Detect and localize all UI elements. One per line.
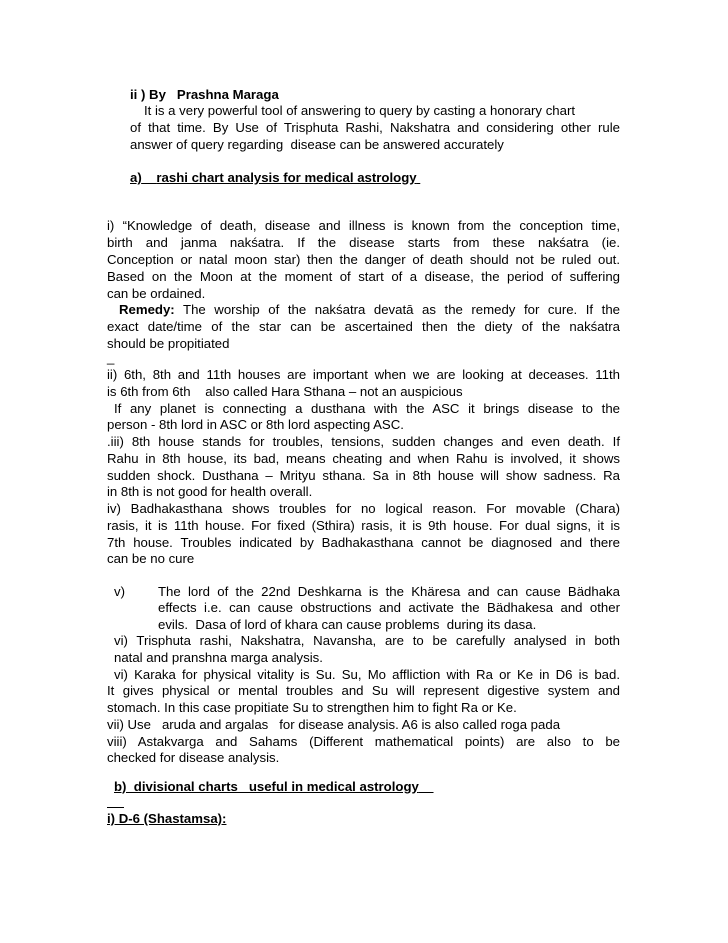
- item5-marker: v): [114, 584, 125, 599]
- item2-line-3-text: If any planet is connecting a dusthana with the ASC it brings disease to the: [114, 401, 620, 416]
- para1-line-3: answer of query regarding disease can be answered accurately: [130, 137, 504, 152]
- para1-line-2-text: of that time. By Use of Trisphuta Rashi, Nakshatra and considering other rule: [130, 120, 620, 135]
- item4-line-2-text: rasis, it is 11th house. For fixed (Sthira) rasis, it is 9th house. For dual signs, it is: [107, 518, 620, 533]
- item1-line-3-text: Conception or natal moon star) then the danger of death should not be ruled out.: [107, 252, 620, 267]
- heading-prashna-maraga: ii ) By Prashna Maraga: [130, 87, 279, 102]
- item1-line-2: [107, 234, 620, 251]
- item2-line-1-text: ii) 6th, 8th and 11th houses are important when we are looking at deceases. 11th: [107, 367, 620, 382]
- para1-line-2: [130, 119, 620, 136]
- item5-line-3: evils. Dasa of lord of khara can cause problems during its dasa.: [158, 617, 537, 632]
- item1-line-5: can be ordained.: [107, 286, 206, 301]
- item2-line-3: [114, 400, 620, 417]
- section-b-title: b) divisional charts useful in medical astrology: [114, 779, 419, 794]
- remedy-line-2-text: exact date/time of the star can be ascertained then the diety of the nakśatra: [107, 319, 620, 334]
- section-a-marker: a): [130, 170, 142, 185]
- item7-line-1-text: vi) Karaka for physical vitality is Su. Su, Mo affliction with Ra or Ke in D6 is bad.: [114, 667, 620, 682]
- item7-line-2: [107, 682, 620, 699]
- item1-line-4: [107, 268, 620, 285]
- item9-line-1: [107, 733, 620, 750]
- item3-line-4: in 8th is not good for health overall.: [107, 484, 313, 499]
- remedy-label: Remedy:: [119, 302, 175, 317]
- item5-line-2: [158, 599, 620, 616]
- item4-line-3-text: 7th house. Troubles indicated by Badhakasthana cannot be diagnosed and there: [107, 535, 620, 550]
- item2-line-2: is 6th from 6th also called Hara Sthana – not an auspicious: [107, 384, 463, 399]
- item1-line-3: [107, 251, 620, 268]
- remedy-line-1: [119, 301, 620, 318]
- item4-line-1-text: iv) Badhakasthana shows troubles for no logical reason. For movable (Chara): [107, 501, 620, 516]
- item6-line-1-text: vi) Trisphuta rashi, Nakshatra, Navansha, are to be carefully analysed in both: [114, 633, 620, 648]
- item8-line: vii) Use aruda and argalas for disease analysis. A6 is also called roga pada: [107, 717, 561, 732]
- item4-line-2: [107, 517, 620, 534]
- item5-line-1-text: The lord of the 22nd Deshkarna is the Khäresa and can cause Bädhaka: [158, 584, 620, 599]
- item7-line-3: stomach. In this case propitiate Su to strengthen him to fight Ra or Ke.: [107, 700, 517, 715]
- item4-line-1: [107, 500, 620, 517]
- item3-line-3-text: sudden shock. Dusthana – Mrityu sthana. Sa in 8th house will show sadness. Ra: [107, 468, 620, 483]
- item5-line-1: [158, 583, 620, 600]
- item3-line-3: [107, 467, 620, 484]
- item9-line-2: checked for disease analysis.: [107, 750, 280, 765]
- para1-line-1: It is a very powerful tool of answering to query by casting a honorary chart: [144, 103, 576, 118]
- section-a-title: rashi chart analysis for medical astrology: [156, 170, 417, 185]
- item6-line-2: natal and pranshna marga analysis.: [114, 650, 323, 665]
- remedy-line-2: [107, 318, 620, 335]
- stray-mark: _: [107, 350, 115, 365]
- item3-line-2-text: Rahu in 8th house, its bad, means cheating and when Rahu is involved, it shows: [107, 451, 620, 466]
- remedy-text: The worship of the nakśatra devatā as the remedy for cure. If the: [183, 302, 620, 317]
- section-b-rule: [107, 807, 124, 808]
- item5-line-2-text: effects i.e. can cause obstructions and activate the Bädhakesa and other: [158, 600, 620, 615]
- remedy-line-3: should be propitiated: [107, 336, 230, 351]
- item6-line-1: [114, 632, 620, 649]
- item2-line-1: [107, 366, 620, 383]
- item1-line-1: [107, 217, 620, 234]
- item4-line-4: can be no cure: [107, 551, 195, 566]
- remedy-line-1-wrap: [119, 301, 620, 318]
- subsection-d6-heading: i) D-6 (Shastamsa):: [107, 811, 227, 826]
- item1-line-4-text: Based on the Moon at the moment of start of a disease, the period of suffering: [107, 269, 620, 284]
- section-b-heading: [114, 778, 434, 795]
- item1-line-1-text: i) “Knowledge of death, disease and illness is known from the conception time,: [107, 218, 620, 233]
- item7-line-1: [114, 666, 620, 683]
- item3-line-1: [107, 433, 620, 450]
- item1-line-2-text: birth and janma nakśatra. If the disease starts from these nakśatra (ie.: [107, 235, 620, 250]
- section-a-heading: [130, 169, 420, 186]
- item3-line-2: [107, 450, 620, 467]
- item9-line-1-text: viii) Astakvarga and Sahams (Different mathematical points) are also to be: [107, 734, 620, 749]
- item2-line-4: person - 8th lord in ASC or 8th lord aspecting ASC.: [107, 417, 404, 432]
- item7-line-2-text: It gives physical or mental troubles and Su will represent digestive system and: [107, 683, 620, 698]
- item3-line-1-text: .iii) 8th house stands for troubles, tensions, sudden changes and even death. If: [107, 434, 620, 449]
- item4-line-3: [107, 534, 620, 551]
